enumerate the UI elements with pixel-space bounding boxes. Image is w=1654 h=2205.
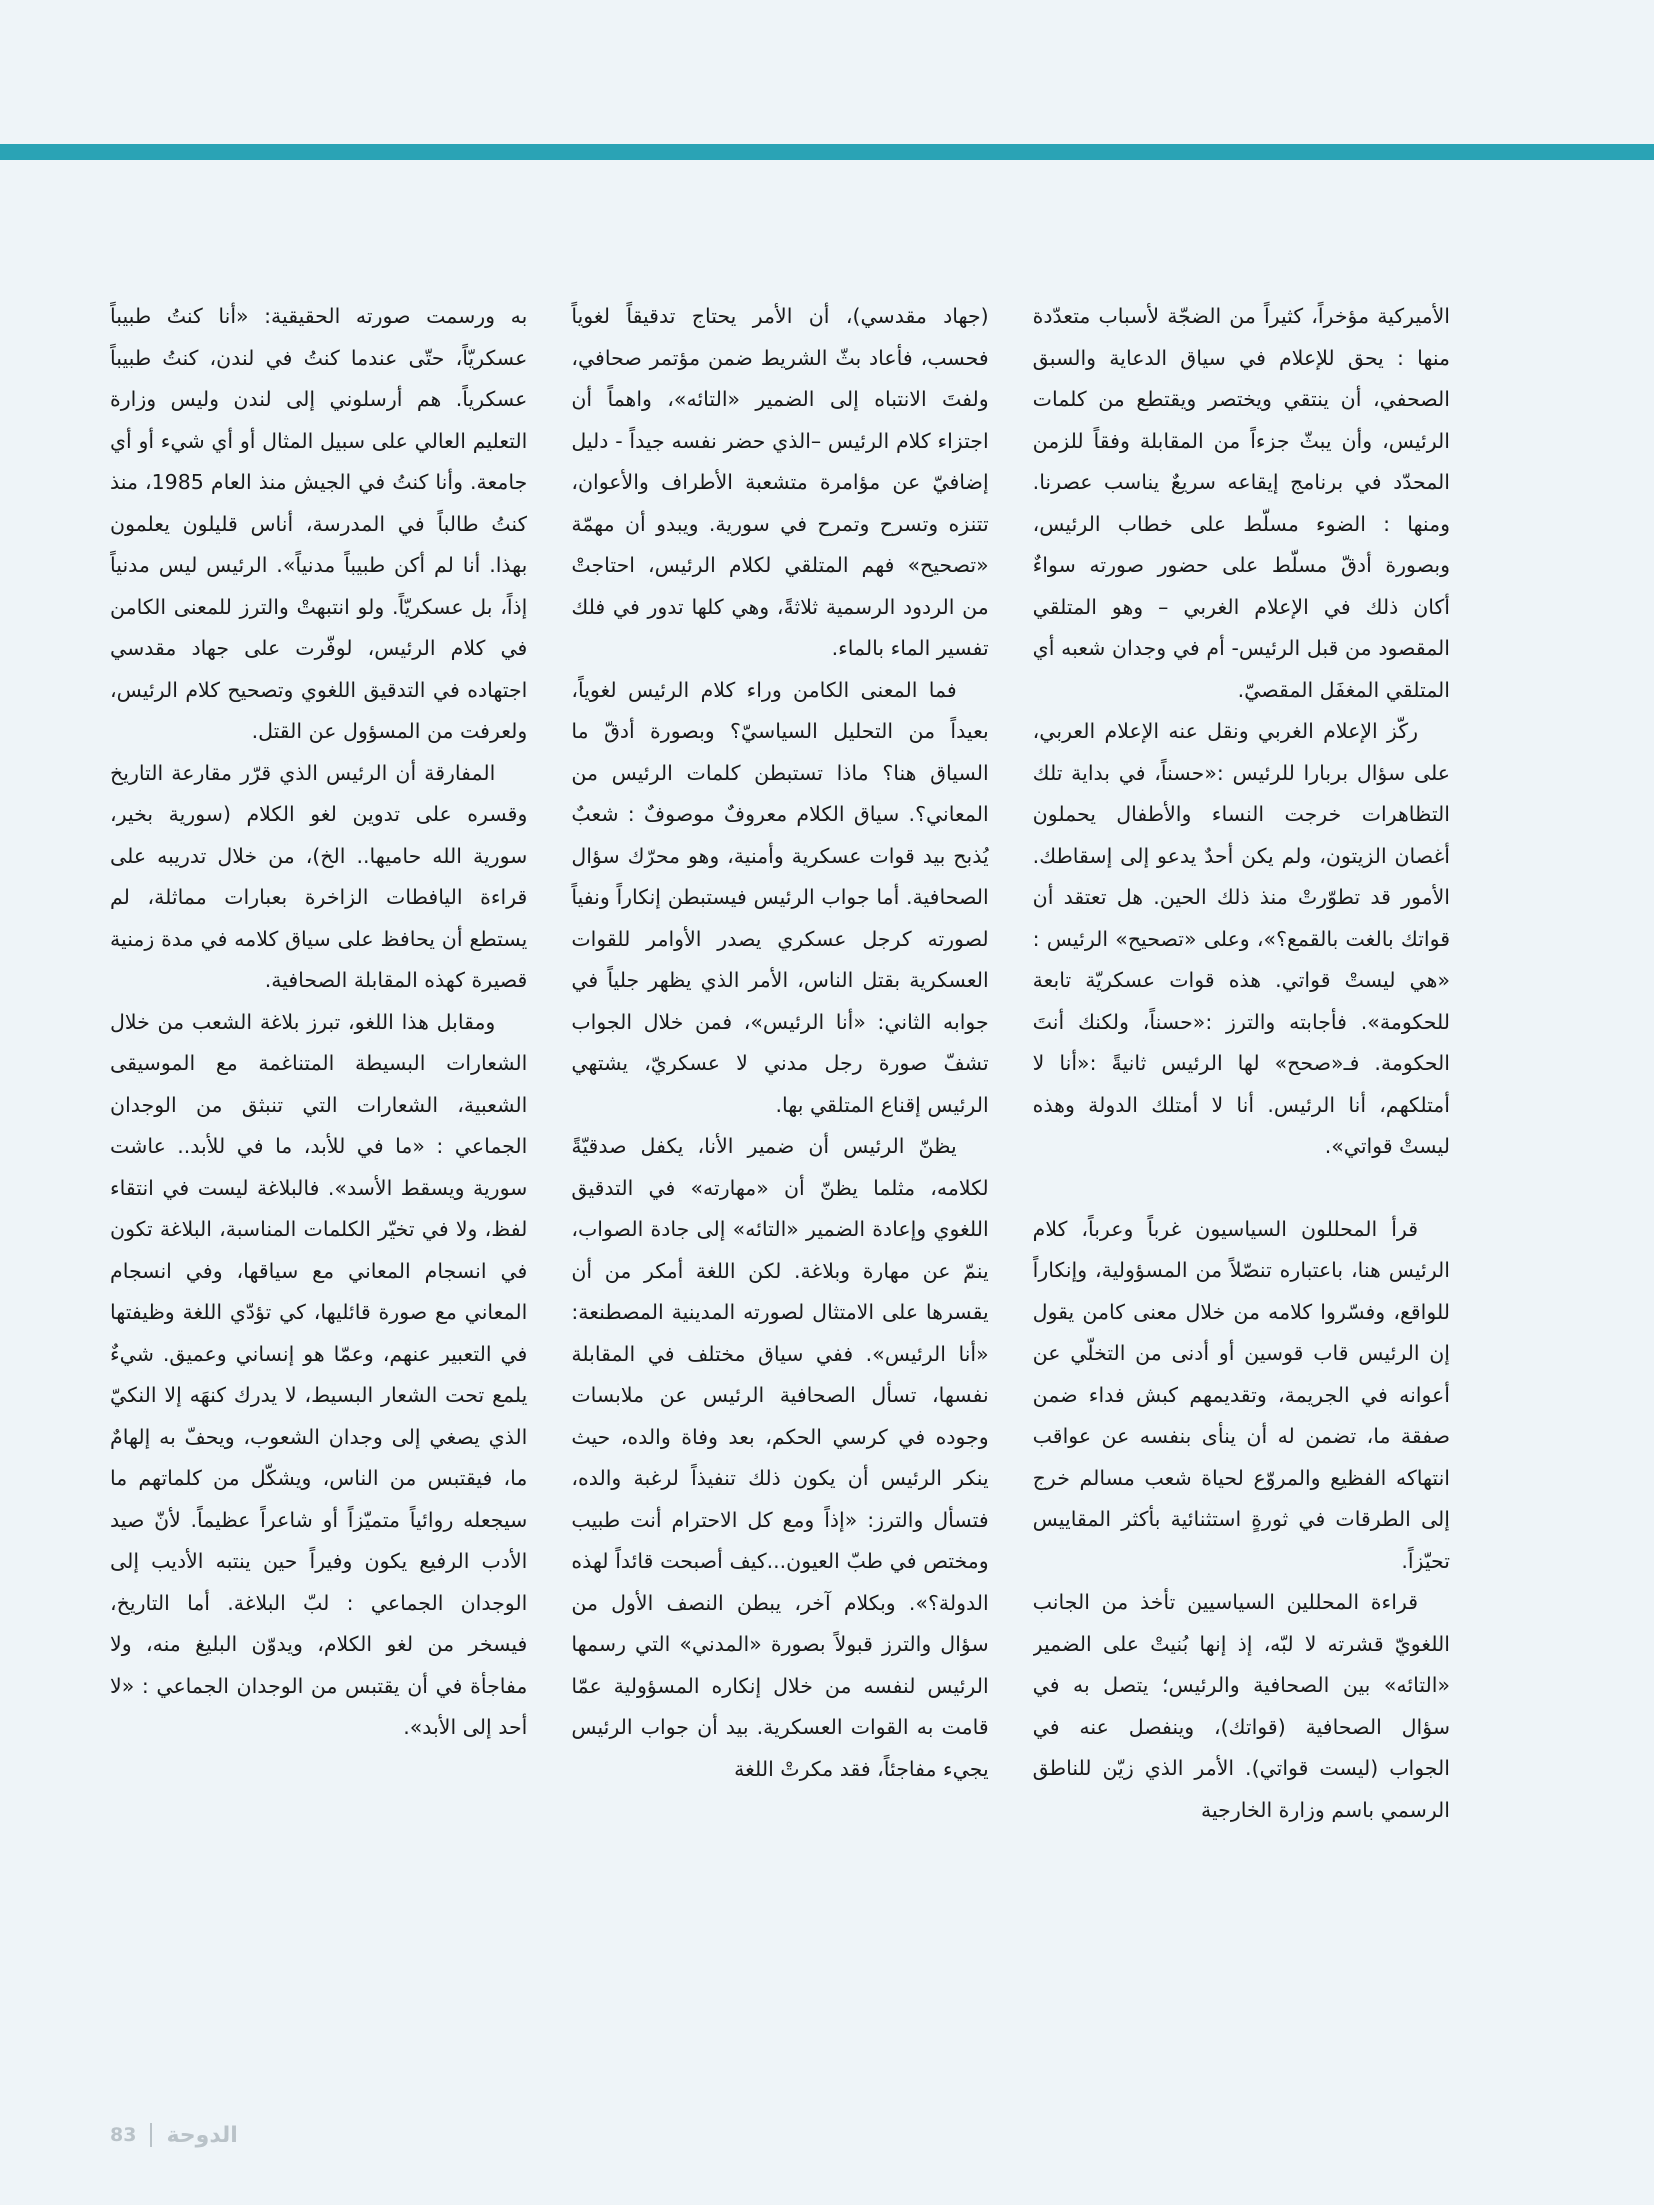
article-column-right [1033,296,1450,2076]
article-column-left [110,296,527,2076]
paragraph: به ورسمت صورته الحقيقية: «أنا كنتُ طبيباً عسكريّاً، حتّى عندما كنتُ في لندن، كنتُ طبيباً عسكرياً. هم أرسلوني إلى لندن وليس وزارة التعليم العالي على سبيل المثال أو أي شيء أو أي جامعة. وأنا كنتُ في الجيش منذ العام 1985، منذ كنتُ طالباً في المدرسة، أناس قليلون يعلمون بهذا. أنا لم أكن طبيباً مدنياً». الرئيس ليس مدنياً إذاً، بل عسكريّاً. ولو انتبهتْ والترز للمعنى الكامن في كلام الرئيس، لوفّرت على جهاد مقدسي اجتهاده في التدقيق اللغوي وتصحيح كلام الرئيس، ولعرفت من المسؤول عن القتل. [110,304,528,743]
paragraph: الأميركية مؤخراً، كثيراً من الضجّة لأسباب متعدّدة منها : يحق للإعلام في سياق الدعاية والسبق الصحفي، أن ينتقي ويختصر ويقتطع من كلمات الرئيس، وأن يبثّ جزءاً من المقابلة وفقاً للزمن المحدّد في برنامج إيقاعه سريعٌ يناسب عصرنا. ومنها : الضوء مسلّط على خطاب الرئيس، وبصورة أدقّ مسلّط على حضور صورته سواءٌ أكان ذلك في الإعلام الغربي – وهو المتلقي المقصود من قبل الرئيس- أم في وجدان شعبه أي المتلقي المغفَل المقصيّ. [1032,304,1450,702]
article-column-middle [571,296,988,2076]
paragraph: (جهاد مقدسي)، أن الأمر يحتاج تدقيقاً لغوياً فحسب، فأعاد بثّ الشريط ضمن مؤتمر صحافي، ولفتَ الانتباه إلى الضمير «التائه»، واهماً أن اجتزاء كلام الرئيس –الذي حضر نفسه جيداً - دليل إضافيّ عن مؤامرة متشعبة الأطراف والأعوان، تتنزه وتسرح وتمرح في سورية. ويبدو أن مهمّة «تصحيح» فهم المتلقي لكلام الرئيس، احتاجتْ من الردود الرسمية ثلاثةً، وهي كلها تدور في فلك تفسير الماء بالماء. [571,304,989,660]
paragraph: قرأ المحللون السياسيون غرباً وعرباً، كلام الرئيس هنا، باعتباره تنصّلاً من المسؤولية، وإنكاراً للواقع، وفسّروا كلامه من خلال معنى كامن يقول إن الرئيس قاب قوسين أو أدنى من التخلّي عن أعوانه في الجريمة، وتقديمهم كبش فداء ضمن صفقة ما، تضمن له أن ينأى بنفسه عن عواقب انتهاكه الفظيع والمروّع لحياة شعب مسالم خرج إلى الطرقات في ثورةٍ استثنائية بأكثر المقاييس تحيّزاً. [1032,1216,1450,1573]
magazine-logo: الدوحة [166,2122,238,2148]
paragraph: ومقابل هذا اللغو، تبرز بلاغة الشعب من خلال الشعارات البسيطة المتناغمة مع الموسيقى الشعبية، الشعارات التي تنبثق من الوجدان الجماعي : «ما في للأبد، ما في للأبد.. عاشت سورية ويسقط الأسد». فالبلاغة ليست في انتقاء لفظ، ولا في تخيّر الكلمات المناسبة، البلاغة تكون في انسجام المعاني مع سياقها، وفي انسجام المعاني مع صورة قائليها، كي تؤدّي اللغة وظيفتها في التعبير عنهم، وعمّا هو إنساني وعميق. شيءٌ يلمع تحت الشعار البسيط، لا يدرك كنهَه إلا النكيّ الذي يصغي إلى وجدان الشعوب، ويحفّ به إلهامٌ ما، فيقتبس من الناس، ويشكّل من كلماتهم ما سيجعله روائياً متميّزاً أو شاعراً عظيماً. لأنّ صيد الأدب الرفيع يكون وفيراً حين ينتبه الأديب إلى الوجدان الجماعي : لبّ البلاغة. أما التاريخ، فيسخر من لغو الكلام، ويدوّن البليغ منه، ولا مفاجأة في أن يقتبس من الوجدان الجماعي : «لا أحد إلى الأبد». [110,1009,528,1739]
top-accent-band [0,144,1654,160]
paragraph: فما المعنى الكامن وراء كلام الرئيس لغوياً، بعيداً من التحليل السياسيّ؟ وبصورة أدقّ ما السياق هنا؟ ماذا تستبطن كلمات الرئيس من المعاني؟. سياق الكلام معروفٌ موصوفٌ : شعبٌ يُذبح بيد قوات عسكرية وأمنية، وهو محرّك سؤال الصحافية. أما جواب الرئيس فيستبطن إنكاراً ونفياً لصورته كرجل عسكري يصدر الأوامر للقوات العسكرية بقتل الناس، الأمر الذي يظهر جلياً في جوابه الثاني: «أنا الرئيس»، فمن خلال الجواب تشفّ صورة رجل مدني لا عسكريّ، يشتهي الرئيس إقناع المتلقي بها. [571,677,989,1117]
paragraph: يظنّ الرئيس أن ضمير الأنا، يكفل صدقيّةً لكلامه، مثلما يظنّ أن «مهارته» في التدقيق اللغوي وإعادة الضمير «التائه» إلى جادة الصواب، ينمّ عن مهارة وبلاغة. لكن اللغة أمكر من أن يقسرها على الامتثال لصورته المدينية المصطنعة: «أنا الرئيس». ففي سياق مختلف في المقابلة نفسها، تسأل الصحافية الرئيس عن ملابسات وجوده في كرسي الحكم، بعد وفاة والده، حيث ينكر الرئيس أن يكون ذلك تنفيذاً لرغبة والده، فتسأل والترز: «إذاً ومع كل الاحترام أنت طبيب ومختص في طبّ العيون...كيف أصبحت قائداً لهذه الدولة؟». وبكلام آخر، يبطن النصف الأول من سؤال والترز قبولاً بصورة «المدني» التي رسمها الرئيس لنفسه من خلال إنكاره المسؤولية عمّا قامت به القوات العسكرية. بيد أن جواب الرئيس يجيء مفاجئاً، فقد مكرتْ اللغة [571,1134,989,1781]
page-number: 83 [110,2124,137,2146]
paragraph: ركّز الإعلام الغربي ونقل عنه الإعلام العربي، على سؤال بربارا للرئيس :«حسناً، في بداية تلك التظاهرات خرجت النساء والأطفال يحملون أغصان الزيتون، ولم يكن أحدٌ يدعو إلى إسقاطك. الأمور قد تطوّرتْ منذ ذلك الحين. هل تعتقد أن قواتك بالغت بالقمع؟»، وعلى «تصحيح» الرئيس : «هي ليستْ قواتي. هذه قوات عسكريّة تابعة للحكومة». فأجابته والترز :«حسناً، ولكنك أنتَ الحكومة. فـ«صحح» لها الرئيس ثانيةً :«أنا لا أمتلكهم، أنا الرئيس. أنا لا أمتلك الدولة وهذه ليستْ قواتي». [1032,719,1450,1158]
footer-divider [150,2123,152,2147]
paragraph: قراءة المحللين السياسيين تأخذ من الجانب اللغويّ قشرته لا لبّه، إذ إنها بُنيتْ على الضمير «التائه» بين الصحافية والرئيس؛ يتصل به في سؤال الصحافية (قواتك)، وينفصل عنه في الجواب (ليست قواتي). الأمر الذي زيّن للناطق الرسمي باسم وزارة الخارجية [1032,1590,1450,1822]
article-body [110,296,1450,2076]
paragraph: المفارقة أن الرئيس الذي قرّر مقارعة التاريخ وقسره على تدوين لغو الكلام (سورية بخير، سورية الله حاميها.. الخ)، من خلال تدريبه على قراءة اليافطات الزاخرة بعبارات مماثلة، لم يستطع أن يحافظ على سياق كلامه في مدة زمنية قصيرة كهذه المقابلة الصحافية. [110,760,528,992]
page-footer [110,2120,238,2150]
